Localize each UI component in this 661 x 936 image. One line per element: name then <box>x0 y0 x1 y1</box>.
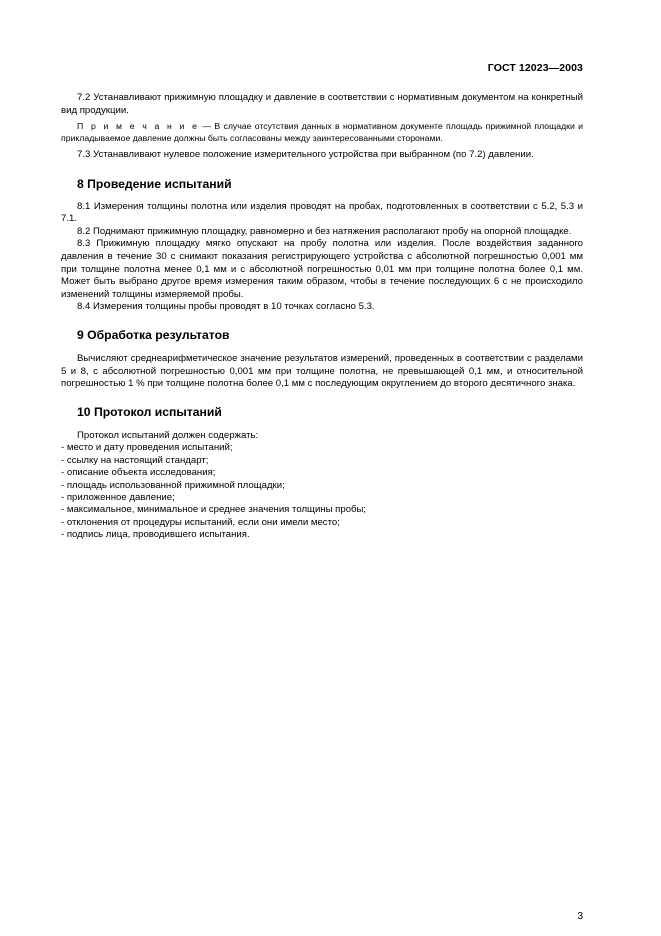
protocol-items-list <box>61 442 583 541</box>
list-item: - описание объекта исследования; <box>61 467 216 479</box>
document-code-header: ГОСТ 12023—2003 <box>487 62 583 74</box>
section-9-paragraph: Вычисляют среднеарифметическое значение результатов измерений, проведенных в соответствии с разделами 5 и 8, с абсолютной погрешностью 0,001 мм при толщине полотна, не превышающей 0,1 мм, и относительной погрешностью 1 % при толщине полотна более 0,1 мм с последующим округлением до второго десятичного знака. <box>61 352 583 390</box>
list-item: - подпись лица, проводившего испытания. <box>61 529 250 541</box>
page-content <box>61 92 583 542</box>
note-text: — В случае отсутствия данных в нормативном документе площадь прижимной площадки и прикладываемое давление должны быть согласованы между заинтересованными сторонами. <box>61 121 583 143</box>
page-number: 3 <box>577 911 583 922</box>
document-page <box>61 62 583 922</box>
clause-7-3: 7.3 Устанавливают нулевое положение измерительного устройства при выбранном (по 7.2) давлении. <box>77 149 534 160</box>
list-item: - место и дату проведения испытаний; <box>61 442 233 454</box>
section-10-heading: 10 Протокол испытаний <box>77 404 222 419</box>
section-9-heading: 9 Обработка результатов <box>77 327 230 342</box>
note-label: П р и м е ч а н и е <box>77 121 200 132</box>
list-item: - ссылку на настоящий стандарт; <box>61 454 209 466</box>
clause-8-4: 8.4 Измерения толщины пробы проводят в 10 точках согласно 5.3. <box>77 301 375 313</box>
section-8-heading: 8 Проведение испытаний <box>77 176 232 191</box>
clause-8-2: 8.2 Поднимают прижимную площадку, равномерно и без натяжения располагают пробу на опорной площадке. <box>77 225 572 237</box>
list-item: - максимальное, минимальное и среднее значения толщины пробы; <box>61 504 367 516</box>
note-paragraph <box>61 121 583 144</box>
clause-7-2: 7.2 Устанавливают прижимную площадку и давление в соответствии с нормативным документом на конкретный вид продукции. <box>61 92 583 116</box>
list-item: - приложенное давление; <box>61 491 175 503</box>
list-item: - площадь использованной прижимной площадки; <box>61 479 285 491</box>
protocol-lead: Протокол испытаний должен содержать: <box>77 429 259 441</box>
list-item: - отклонения от процедуры испытаний, если они имели место; <box>61 516 340 528</box>
clause-8-1: 8.1 Измерения толщины полотна или изделия проводят на пробах, подготовленных в соответствии с 5.2, 5.3 и 7.1. <box>61 200 583 225</box>
clause-8-3: 8.3 Прижимную площадку мягко опускают на пробу полотна или изделия. После воздействия заданного давления в течение 30 с снимают показания регистрирующего устройства с абсолютной погрешностью 0,001 мм при толщине полотна менее 0,1 мм и с абсолютной погрешностью 0,01 мм при толщине полотна более 0,1 мм. Может быть выбрано другое время измерения таким образом, чтобы в течение последующих 6 с не происходило изменений толщины измеряемой пробы. <box>61 238 583 300</box>
